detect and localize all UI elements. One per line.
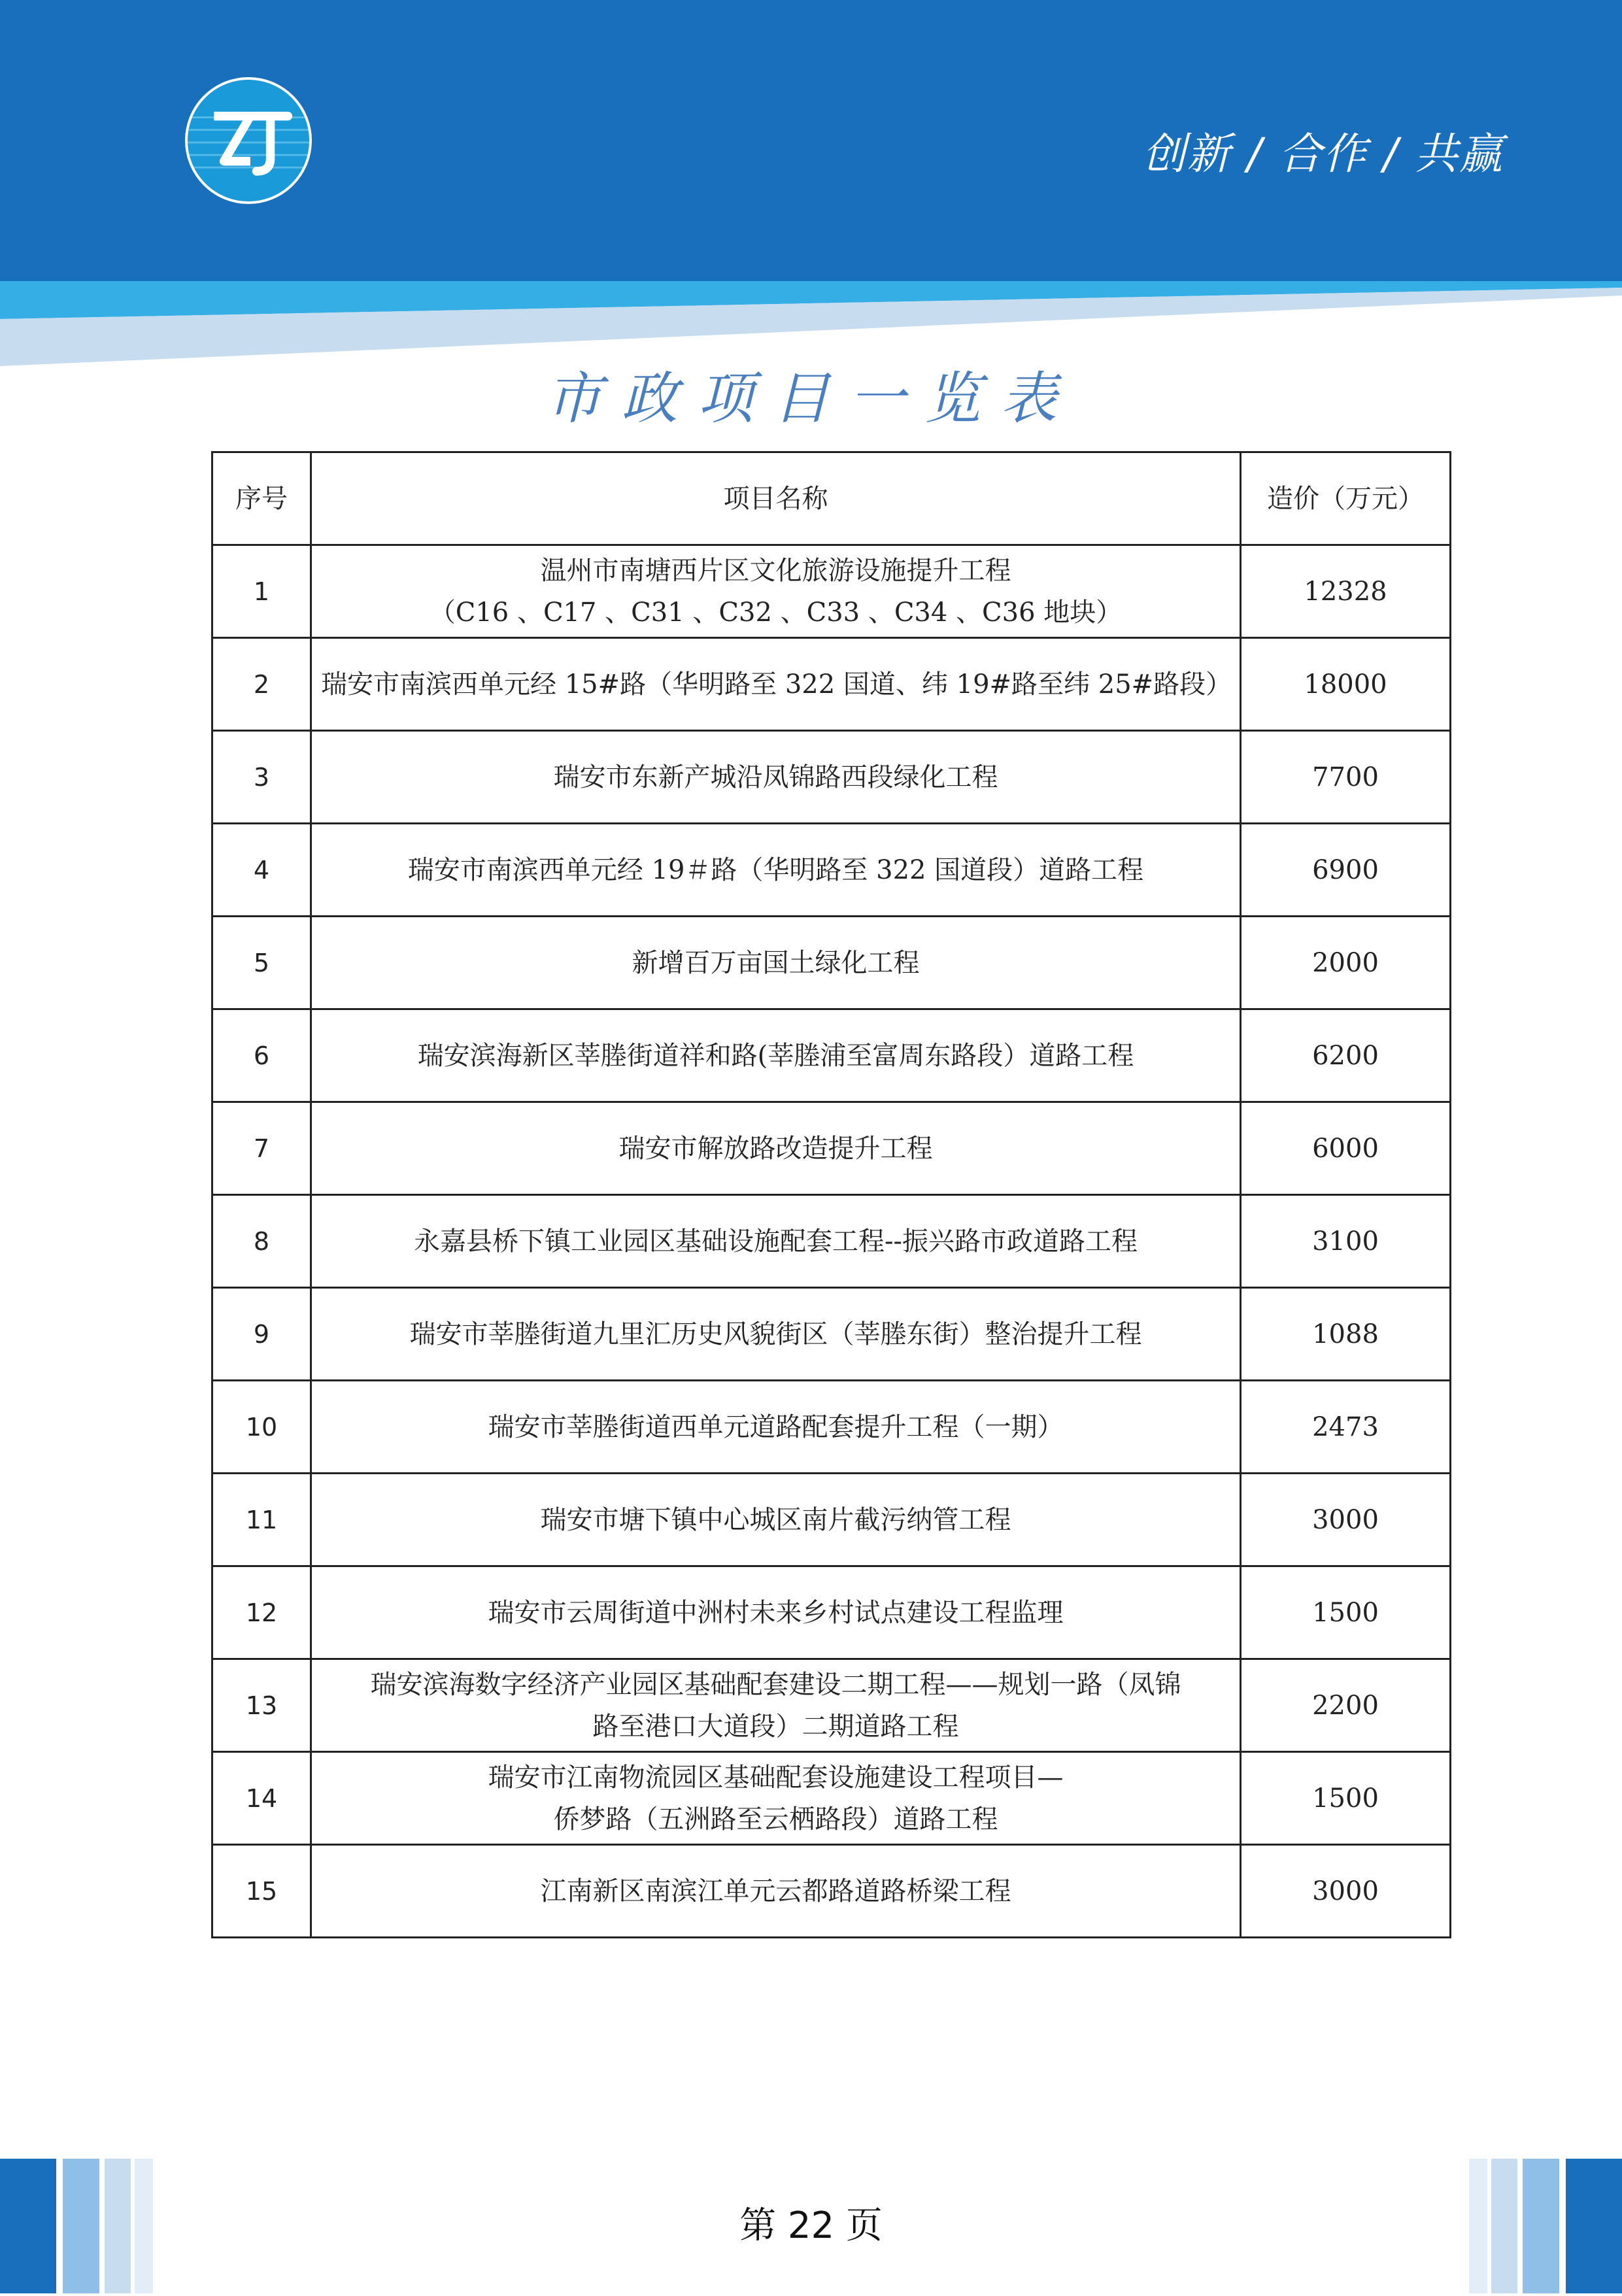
table-row bbox=[212, 1566, 1451, 1659]
project-cost: 2000 bbox=[1241, 917, 1451, 1009]
project-name bbox=[311, 917, 1241, 1009]
table-row bbox=[212, 1474, 1451, 1566]
column-header-number: 序号 bbox=[212, 452, 311, 545]
project-name bbox=[311, 1752, 1241, 1845]
project-cost: 18000 bbox=[1241, 638, 1451, 731]
table-row bbox=[212, 917, 1451, 1009]
project-cost: 12328 bbox=[1241, 545, 1451, 638]
project-name bbox=[311, 731, 1241, 824]
project-name bbox=[311, 545, 1241, 638]
project-name bbox=[311, 1288, 1241, 1381]
project-name-line: 瑞安市南滨西单元经 15#路（华明路至 322 国道、纬 19#路至纬 25#路段） bbox=[321, 669, 1232, 700]
table-row bbox=[212, 1845, 1451, 1938]
project-cost: 2200 bbox=[1241, 1659, 1451, 1752]
row-number: 8 bbox=[212, 1195, 311, 1288]
table-row bbox=[212, 1752, 1451, 1845]
table-row bbox=[212, 1288, 1451, 1381]
row-number: 5 bbox=[212, 917, 311, 1009]
project-cost: 3000 bbox=[1241, 1474, 1451, 1566]
project-name bbox=[311, 824, 1241, 917]
project-table-wrapper bbox=[211, 451, 1449, 1938]
row-number: 13 bbox=[212, 1659, 311, 1752]
table-row bbox=[212, 731, 1451, 824]
project-name bbox=[311, 1845, 1241, 1938]
table-row bbox=[212, 545, 1451, 638]
slogan-word-win-win: 共赢 bbox=[1415, 129, 1504, 179]
row-number: 7 bbox=[212, 1102, 311, 1195]
project-name-line: 瑞安市东新产城沿凤锦路西段绿化工程 bbox=[553, 762, 998, 792]
slogan-separator: / bbox=[1383, 129, 1399, 179]
slogan-separator: / bbox=[1247, 129, 1263, 179]
project-table bbox=[211, 451, 1451, 1938]
row-number: 4 bbox=[212, 824, 311, 917]
project-cost: 1500 bbox=[1241, 1752, 1451, 1845]
project-cost: 6000 bbox=[1241, 1102, 1451, 1195]
table-row bbox=[212, 1381, 1451, 1474]
table-row bbox=[212, 1659, 1451, 1752]
project-cost: 1500 bbox=[1241, 1566, 1451, 1659]
project-cost: 6900 bbox=[1241, 824, 1451, 917]
project-name-line: 侨梦路（五洲路至云栖路段）道路工程 bbox=[553, 1804, 998, 1834]
table-row bbox=[212, 1009, 1451, 1102]
project-name bbox=[311, 638, 1241, 731]
project-name bbox=[311, 1381, 1241, 1474]
table-body bbox=[212, 545, 1451, 1938]
column-header-cost: 造价（万元） bbox=[1241, 452, 1451, 545]
project-name-line: 瑞安市云周街道中洲村未来乡村试点建设工程监理 bbox=[488, 1597, 1064, 1628]
row-number: 9 bbox=[212, 1288, 311, 1381]
company-logo bbox=[185, 77, 312, 204]
project-name bbox=[311, 1566, 1241, 1659]
project-name-line: 温州市南塘西片区文化旅游设施提升工程 bbox=[540, 555, 1011, 586]
row-number: 14 bbox=[212, 1752, 311, 1845]
project-name-line: 瑞安市莘塍街道西单元道路配套提升工程（一期） bbox=[488, 1411, 1064, 1442]
row-number: 6 bbox=[212, 1009, 311, 1102]
column-header-project-name: 项目名称 bbox=[311, 452, 1241, 545]
row-number: 15 bbox=[212, 1845, 311, 1938]
project-cost: 3000 bbox=[1241, 1845, 1451, 1938]
project-name-line: 瑞安市莘塍街道九里汇历史风貌街区（莘塍东街）整治提升工程 bbox=[409, 1319, 1142, 1349]
project-name-line: 路至港口大道段）二期道路工程 bbox=[592, 1711, 959, 1742]
slogan-word-innovation: 创新 bbox=[1142, 129, 1232, 179]
project-name bbox=[311, 1009, 1241, 1102]
table-row bbox=[212, 1102, 1451, 1195]
project-cost: 7700 bbox=[1241, 731, 1451, 824]
row-number: 1 bbox=[212, 545, 311, 638]
project-name bbox=[311, 1659, 1241, 1752]
project-name-line: （C16 、C17 、C31 、C32 、C33 、C34 、C36 地块） bbox=[429, 597, 1123, 628]
row-number: 3 bbox=[212, 731, 311, 824]
table-row bbox=[212, 1195, 1451, 1288]
logo-mark-icon bbox=[188, 80, 309, 201]
project-name-line: 新增百万亩国土绿化工程 bbox=[632, 947, 920, 978]
row-number: 12 bbox=[212, 1566, 311, 1659]
project-cost: 1088 bbox=[1241, 1288, 1451, 1381]
project-cost: 6200 bbox=[1241, 1009, 1451, 1102]
project-name-line: 永嘉县桥下镇工业园区基础设施配套工程--振兴路市政道路工程 bbox=[413, 1226, 1138, 1257]
project-name-line: 瑞安市解放路改造提升工程 bbox=[618, 1133, 933, 1164]
row-number: 11 bbox=[212, 1474, 311, 1566]
project-name-line: 江南新区南滨江单元云都路道路桥梁工程 bbox=[540, 1876, 1011, 1906]
row-number: 2 bbox=[212, 638, 311, 731]
table-row bbox=[212, 638, 1451, 731]
project-name bbox=[311, 1195, 1241, 1288]
project-name-line: 瑞安市塘下镇中心城区南片截污纳管工程 bbox=[540, 1504, 1011, 1535]
project-name-line: 瑞安滨海新区莘塍街道祥和路(莘塍浦至富周东路段）道路工程 bbox=[417, 1040, 1134, 1071]
page-title: 市政项目一览表 bbox=[545, 366, 1077, 431]
project-cost: 2473 bbox=[1241, 1381, 1451, 1474]
project-name bbox=[311, 1102, 1241, 1195]
table-row bbox=[212, 824, 1451, 917]
table-header-row bbox=[212, 452, 1451, 545]
project-cost: 3100 bbox=[1241, 1195, 1451, 1288]
slogan-word-cooperation: 合作 bbox=[1278, 129, 1368, 179]
row-number: 10 bbox=[212, 1381, 311, 1474]
project-name bbox=[311, 1474, 1241, 1566]
project-name-line: 瑞安滨海数字经济产业园区基础配套建设二期工程——规划一路（凤锦 bbox=[370, 1669, 1181, 1700]
project-name-line: 瑞安市江南物流园区基础配套设施建设工程项目— bbox=[488, 1762, 1064, 1793]
project-name-line: 瑞安市南滨西单元经 19＃路（华明路至 322 国道段）道路工程 bbox=[407, 854, 1144, 885]
slogan bbox=[1105, 119, 1504, 184]
page-number: 第 22 页 bbox=[739, 2204, 883, 2247]
